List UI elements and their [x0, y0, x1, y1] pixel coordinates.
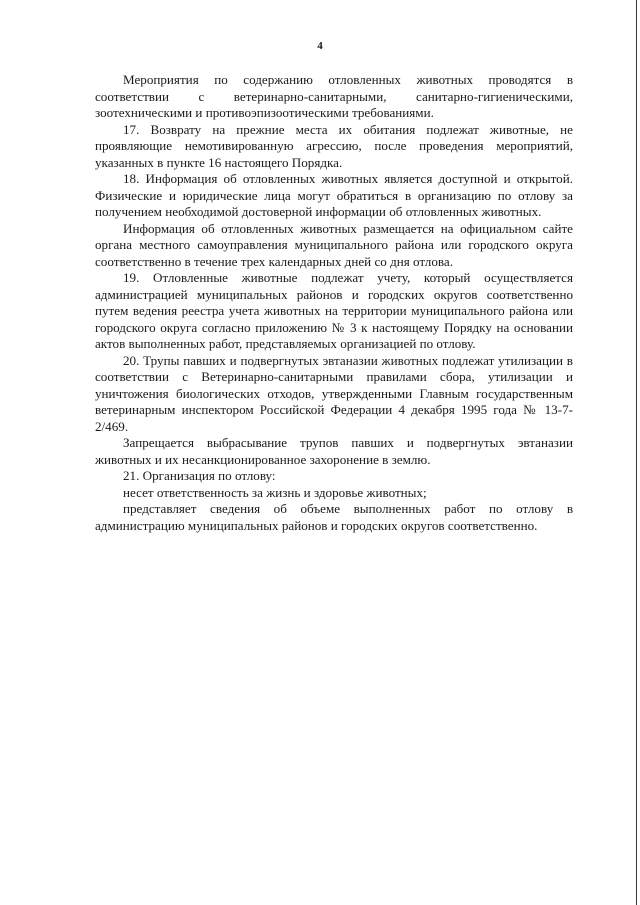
page-number: 4 — [317, 40, 323, 52]
paragraph-measures: Мероприятия по содержанию отловленных животных проводятся в соответствии с ветеринарно-санитарными, санитарно-гигиеническими, зоотехническими и противоэпизоотическими требованиями. — [95, 72, 573, 120]
paragraph-18-info: Информация об отловленных животных размещается на официальном сайте органа местного самоуправления муниципального района или городского округа соответственно в течение трех календарных дней со дня отлова. — [95, 220, 573, 269]
paragraph-20-prohibition: Запрещается выбрасывание трупов павших и подвергнутых эвтаназии животных и их несанкционированное захоронение в землю. — [95, 435, 573, 467]
paragraph-20: 20. Трупы павших и подвергнутых эвтаназии животных подлежат утилизации в соответствии с Ветеринарно-санитарными правилами сбора, утилизации и уничтожения биологических отходов, утвержденными Главным государственным ветеринарным инспектором Российской Федерации 4 декабря 1995 года № 13-7-2/469. — [95, 352, 573, 434]
paragraph-18: 18. Информация об отловленных животных является доступной и открытой. Физические и юридические лица могут обратиться в организацию по отлову за получением необходимой достоверной информации об отловленных животных. — [95, 171, 573, 219]
page-edge-line — [636, 0, 637, 905]
paragraph-19: 19. Отловленные животные подлежат учету, который осуществляется администрацией муниципальных районов и городских округов соответственно путем ведения реестра учета животных на территории муниципального района или городского округа согласно приложению № 3 к настоящему Порядку на основании актов выполненных работ, представляемых организацией по отлову. — [95, 270, 573, 351]
paragraph-17: 17. Возврату на прежние места их обитания подлежат животные, не проявляющие немотивированную агрессию, после проведения мероприятий, указанных в пункте 16 настоящего Порядка. — [95, 121, 573, 170]
paragraph-21: 21. Организация по отлову: — [123, 468, 276, 483]
document-body — [95, 72, 573, 534]
paragraph-21-responsibility: несет ответственность за жизнь и здоровье животных; — [123, 484, 427, 500]
paragraph-21-reporting: представляет сведения об объеме выполненных работ по отлову в администрацию муниципальных районов и городских округов соответственно. — [95, 501, 573, 533]
